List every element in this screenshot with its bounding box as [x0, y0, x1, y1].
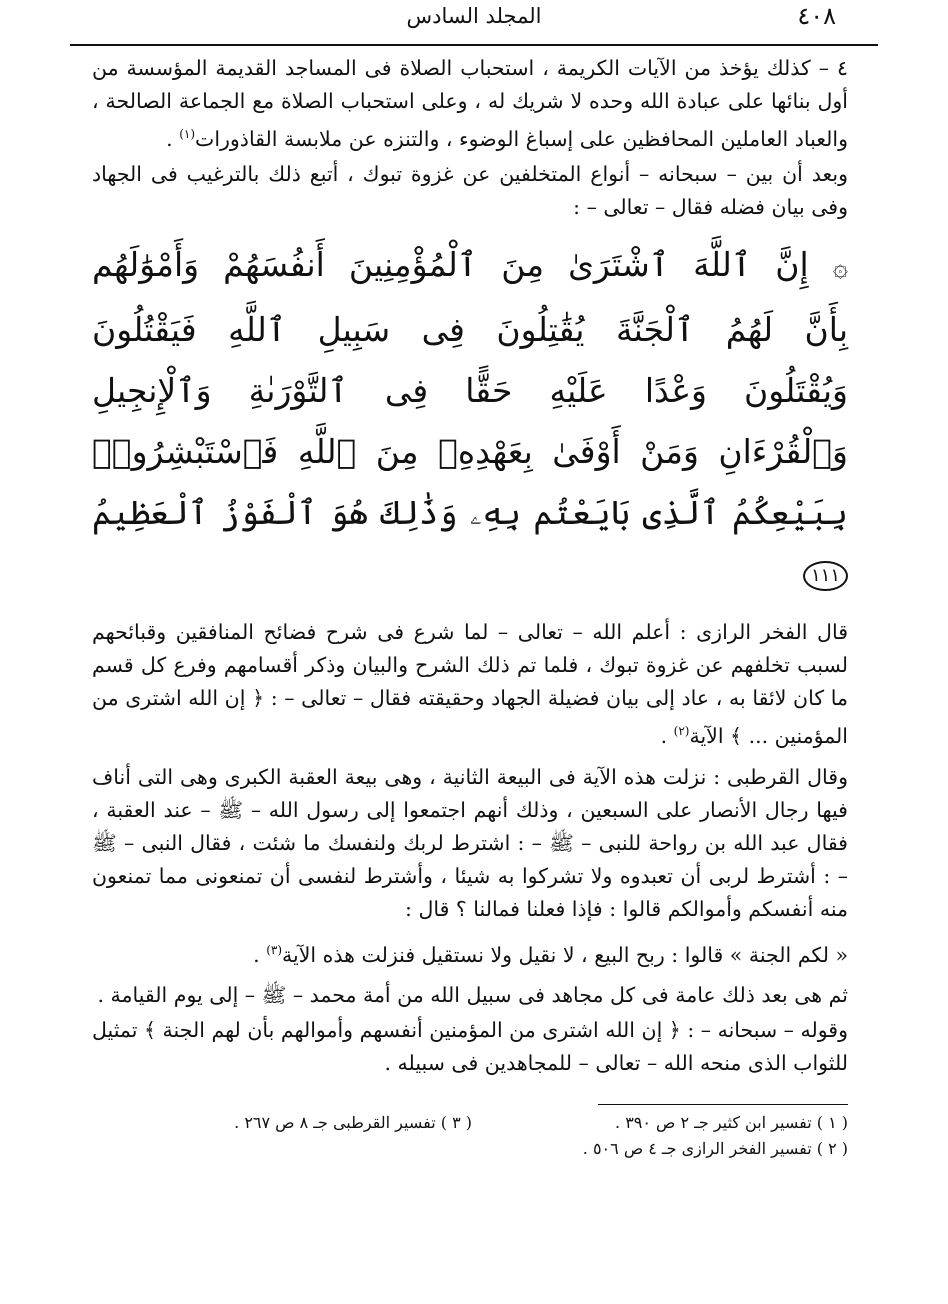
- hizb-marker: ۞: [832, 252, 848, 283]
- quran-verse-block: [92, 234, 848, 604]
- footnote-column-right: [508, 1110, 848, 1162]
- page-number: ٤٠٨: [797, 2, 836, 30]
- footnote-ref: (٣): [266, 942, 283, 957]
- paragraph-general: ثم هى بعد ذلك عامة فى كل مجاهد فى سبيل الله من أمة محمد – ﷺ – إلى يوم القيامة .: [97, 983, 848, 1008]
- paragraph-text: قال الفخر الرازى : أعلم الله – تعالى – لما شرع فى شرح فضائح المنافقين وقبائحهم لسبب تخلفهم عن غزوة تبوك ، فلما تم ذلك الشرح والبيان وذكر أقسامهم وفرع كل قسم ما كان لائقا به ، عاد إلى بيان فضيلة الجهاد وحقيقته فقال – تعالى – : ﴿ إن الله اشترى من المؤمنين ... ﴾ الآية: [92, 619, 848, 748]
- paragraph-qurtubi: وقال القرطبى : نزلت هذه الآية فى البيعة الثانية ، وهى بيعة العقبة الكبرى وهى التى أناف فيها رجال الأنصار على السبعين ، وذلك أنهم اجتمعوا إلى رسول الله – ﷺ – عند العقبة ، فقال عبد الله بن رواحة للنبى – ﷺ – : اشترط لربك ولنفسك ما شئت ، فقال النبى – ﷺ – : أشترط لربى أن تعبدوه ولا تشركوا به شيئا ، وأشترط لنفسى أن تمنعونى مما تمنعون منه أنفسكم وأموالكم قالوا : فإذا فعلنا فمالنا ؟ قال :: [92, 764, 848, 921]
- verse-number: ١١١: [803, 561, 848, 591]
- footnote-2: ( ٢ ) تفسير الفخر الرازى جـ ٤ ص ٥٠٦ .: [582, 1139, 848, 1158]
- quran-text: إِنَّ ٱللَّهَ ٱشْتَرَىٰ مِنَ ٱلْمُؤْمِنِينَ أَنفُسَهُمْ وَأَمْوَٰلَهُم: [92, 244, 809, 284]
- quran-line: [92, 482, 848, 604]
- running-title: المجلد السادس: [406, 4, 542, 28]
- paragraph-intro: وبعد أن بين – سبحانه – أنواع المتخلفين عن غزوة تبوك ، أتبع ذلك بالترغيب فى الجهاد وفى بيان فضله فقال – تعالى – :: [92, 161, 848, 219]
- footnote-3: ( ٣ ) تفسير القرطبى جـ ٨ ص ٢٦٧ .: [234, 1113, 472, 1132]
- header-rule: [70, 44, 878, 46]
- footnote-ref: (١): [179, 127, 196, 141]
- paragraph-end: .: [660, 723, 674, 748]
- paragraph-end: .: [166, 126, 180, 151]
- quran-line: بِأَنَّ لَهُمُ ٱلْجَنَّةَ يُقَٰتِلُونَ فِى سَبِيلِ ٱللَّهِ فَيَقْتُلُونَ: [92, 309, 849, 349]
- quran-line: وَيُقْتَلُونَ وَعْدًا عَلَيْهِ حَقًّا فِى ٱلتَّوْرَىٰةِ وَٱلْإِنجِيلِ: [92, 370, 848, 410]
- footnote-1: ( ١ ) تفسير ابن كثير جـ ٢ ص ٣٩٠ .: [615, 1113, 848, 1132]
- quran-text: بِبَيْعِكُمُ ٱلَّذِى بَايَعْتُم بِهِۦ وَذَٰلِكَ هُوَ ٱلْفَوْزُ ٱلْعَظِيمُ: [92, 492, 848, 532]
- paragraph-razi: [92, 616, 848, 753]
- footnote-ref: (٢): [673, 723, 690, 738]
- page-header: [70, 0, 878, 44]
- quran-line: [92, 234, 848, 299]
- paragraph-lessons: [92, 52, 848, 156]
- footnote-rule: [598, 1104, 848, 1105]
- quran-line: وَٱلْقُرْءَانِ وَمَنْ أَوْفَىٰ بِعَهْدِهِۦ مِنَ ٱللَّهِ فَٱسْتَبْشِرُوا۟: [92, 431, 848, 471]
- page-body: [92, 52, 848, 1088]
- paragraph-text: ٤ – كذلك يؤخذ من الآيات الكريمة ، استحباب الصلاة فى المساجد القديمة المؤسسة من أول بنائها على عبادة الله وحده لا شريك له ، وعلى استحباب الصلاة مع الجماعة الصالحة ، والعباد العاملين المحافظين على إسباغ الوضوء ، والتنزه عن ملابسة القاذورات: [92, 56, 848, 151]
- footnote-column-left: [132, 1110, 472, 1136]
- paragraph-quote: [92, 934, 848, 972]
- paragraph-end: .: [253, 942, 267, 967]
- paragraph-tamthil: وقوله – سبحانه – : ﴿ إن الله اشترى من المؤمنين أنفسهم وأموالهم بأن لهم الجنة ﴾ تمثيل للثواب الذى منحه الله – تعالى – للمجاهدين فى سبيله .: [92, 1018, 848, 1076]
- paragraph-text: « لكم الجنة » قالوا : ربح البيع ، لا نقيل ولا نستقيل فنزلت هذه الآية: [282, 942, 848, 967]
